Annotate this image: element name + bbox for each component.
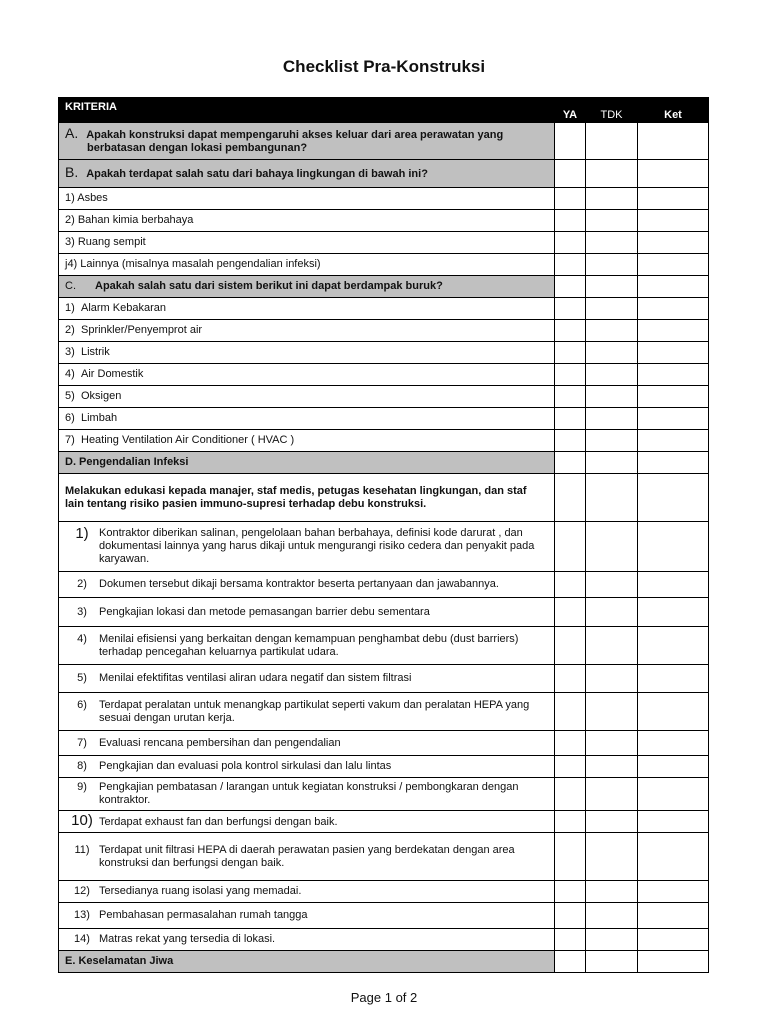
cell-ket[interactable] bbox=[638, 452, 709, 474]
cell-ya[interactable] bbox=[555, 522, 586, 572]
cell-ket[interactable] bbox=[638, 298, 709, 320]
item-c6-num: 6) bbox=[65, 412, 75, 424]
cell-ya[interactable] bbox=[555, 386, 586, 408]
cell-ya[interactable] bbox=[555, 298, 586, 320]
cell-tdk[interactable] bbox=[586, 364, 638, 386]
item-d8-text: Pengkajian dan evaluasi pola kontrol sirkulasi dan lalu lintas bbox=[99, 760, 392, 772]
item-d1-num: 1) bbox=[75, 525, 89, 542]
cell-tdk[interactable] bbox=[586, 254, 638, 276]
item-b3: 3) Ruang sempit bbox=[59, 232, 555, 254]
cell-tdk[interactable] bbox=[586, 210, 638, 232]
cell-tdk[interactable] bbox=[586, 522, 638, 572]
cell-ket[interactable] bbox=[638, 474, 709, 522]
item-b2: 2) Bahan kimia berbahaya bbox=[59, 210, 555, 232]
item-d7-num: 7) bbox=[77, 736, 87, 749]
item-d8-num: 8) bbox=[77, 760, 87, 772]
table-row bbox=[59, 903, 709, 929]
checklist-table bbox=[58, 97, 709, 973]
cell-ya[interactable] bbox=[555, 627, 586, 665]
table-row bbox=[59, 522, 709, 572]
cell-ket[interactable] bbox=[638, 342, 709, 364]
cell-ya[interactable] bbox=[555, 276, 586, 298]
cell-ket[interactable] bbox=[638, 951, 709, 973]
item-d10-num: 10) bbox=[71, 812, 93, 829]
cell-ket[interactable] bbox=[638, 232, 709, 254]
cell-ket[interactable] bbox=[638, 929, 709, 951]
cell-ya[interactable] bbox=[555, 188, 586, 210]
table-row bbox=[59, 811, 709, 833]
item-d14-num: 14) bbox=[74, 933, 90, 945]
item-d3-num: 3) bbox=[77, 605, 87, 618]
cell-tdk[interactable] bbox=[586, 320, 638, 342]
item-d12-num: 12) bbox=[74, 885, 90, 897]
table-row bbox=[59, 833, 709, 881]
cell-tdk[interactable] bbox=[586, 430, 638, 452]
header-tdk: TDK bbox=[586, 98, 638, 123]
section-e-title: E. Keselamatan Jiwa bbox=[59, 951, 555, 973]
section-c-letter: C. bbox=[65, 280, 76, 292]
cell-tdk[interactable] bbox=[586, 232, 638, 254]
item-d1-text: Kontraktor diberikan salinan, pengelolaan bahan berbahaya, definisi kode darurat , dan dokumentasi lainnya yang harus dikaji untuk mengurangi risiko cedera dan penyakit pada karyawan. bbox=[99, 527, 535, 565]
cell-ket[interactable] bbox=[638, 408, 709, 430]
cell-tdk[interactable] bbox=[586, 833, 638, 881]
cell-tdk[interactable] bbox=[586, 881, 638, 903]
cell-ya[interactable] bbox=[555, 430, 586, 452]
cell-ya[interactable] bbox=[555, 160, 586, 188]
item-c3-num: 3) bbox=[65, 346, 75, 358]
item-c4-text: Air Domestik bbox=[81, 368, 144, 380]
cell-ya[interactable] bbox=[555, 903, 586, 929]
item-d7-text: Evaluasi rencana pembersihan dan pengendalian bbox=[99, 736, 341, 749]
header-ya: YA bbox=[555, 98, 586, 123]
cell-ya[interactable] bbox=[555, 778, 586, 811]
cell-ya[interactable] bbox=[555, 474, 586, 522]
cell-ya[interactable] bbox=[555, 665, 586, 693]
table-row bbox=[59, 756, 709, 778]
cell-ya[interactable] bbox=[555, 598, 586, 627]
cell-ket[interactable] bbox=[638, 386, 709, 408]
section-d-intro: Melakukan edukasi kepada manajer, staf medis, petugas kesehatan lingkungan, dan staf lain tentang risiko pasien immuno-supresi terhadap debu konstruksi. bbox=[59, 474, 555, 522]
table-row bbox=[59, 254, 709, 276]
cell-ket[interactable] bbox=[638, 833, 709, 881]
item-d6-num: 6) bbox=[77, 698, 87, 711]
table-row bbox=[59, 188, 709, 210]
table-header bbox=[59, 98, 709, 123]
cell-tdk[interactable] bbox=[586, 951, 638, 973]
item-d3-text: Pengkajian lokasi dan metode pemasangan barrier debu sementara bbox=[99, 605, 430, 618]
table-row bbox=[59, 665, 709, 693]
cell-tdk[interactable] bbox=[586, 386, 638, 408]
cell-tdk[interactable] bbox=[586, 731, 638, 756]
table-row bbox=[59, 342, 709, 364]
table-row bbox=[59, 627, 709, 665]
cell-ket[interactable] bbox=[638, 254, 709, 276]
item-b4: j4) Lainnya (misalnya masalah pengendalian infeksi) bbox=[59, 254, 555, 276]
cell-ket[interactable] bbox=[638, 731, 709, 756]
item-c7-text: Heating Ventilation Air Conditioner ( HVAC ) bbox=[81, 434, 295, 446]
cell-ket[interactable] bbox=[638, 778, 709, 811]
item-d10-text: Terdapat exhaust fan dan berfungsi dengan baik. bbox=[99, 816, 338, 828]
cell-tdk[interactable] bbox=[586, 572, 638, 598]
cell-ya[interactable] bbox=[555, 364, 586, 386]
item-c3-text: Listrik bbox=[81, 346, 110, 358]
section-a-letter: A. bbox=[65, 125, 79, 141]
section-d-row bbox=[59, 452, 709, 474]
cell-ya[interactable] bbox=[555, 408, 586, 430]
item-c1-num: 1) bbox=[65, 302, 75, 314]
cell-tdk[interactable] bbox=[586, 452, 638, 474]
item-d12-text: Tersedianya ruang isolasi yang memadai. bbox=[99, 885, 302, 897]
cell-ya[interactable] bbox=[555, 342, 586, 364]
cell-ket[interactable] bbox=[638, 160, 709, 188]
cell-tdk[interactable] bbox=[586, 188, 638, 210]
page-number: Page 1 of 2 bbox=[350, 990, 418, 1005]
cell-tdk[interactable] bbox=[586, 123, 638, 160]
cell-ya[interactable] bbox=[555, 452, 586, 474]
header-kriteria: KRITERIA bbox=[59, 98, 555, 123]
cell-ya[interactable] bbox=[555, 254, 586, 276]
section-c-text: Apakah salah satu dari sistem berikut ini dapat berdampak buruk? bbox=[95, 280, 443, 292]
table-row bbox=[59, 430, 709, 452]
item-c1-text: Alarm Kebakaran bbox=[81, 302, 166, 314]
cell-ya[interactable] bbox=[555, 833, 586, 881]
cell-tdk[interactable] bbox=[586, 598, 638, 627]
cell-ket[interactable] bbox=[638, 522, 709, 572]
table-row bbox=[59, 210, 709, 232]
item-d4-num: 4) bbox=[77, 632, 87, 645]
cell-ket[interactable] bbox=[638, 364, 709, 386]
table-row bbox=[59, 598, 709, 627]
cell-ket[interactable] bbox=[638, 881, 709, 903]
table-row bbox=[59, 474, 709, 522]
cell-ket[interactable] bbox=[638, 665, 709, 693]
table-row bbox=[59, 364, 709, 386]
item-d13-text: Pembahasan permasalahan rumah tangga bbox=[99, 909, 308, 921]
cell-ket[interactable] bbox=[638, 430, 709, 452]
cell-ket[interactable] bbox=[638, 693, 709, 731]
item-d11-num: 11) bbox=[74, 843, 90, 856]
table-row bbox=[59, 298, 709, 320]
cell-ya[interactable] bbox=[555, 881, 586, 903]
cell-ya[interactable] bbox=[555, 951, 586, 973]
cell-tdk[interactable] bbox=[586, 627, 638, 665]
cell-tdk[interactable] bbox=[586, 693, 638, 731]
cell-ya[interactable] bbox=[555, 123, 586, 160]
cell-tdk[interactable] bbox=[586, 408, 638, 430]
item-d5-num: 5) bbox=[77, 672, 87, 684]
header-ket: Ket bbox=[638, 98, 709, 123]
cell-ya[interactable] bbox=[555, 210, 586, 232]
item-d5-text: Menilai efektifitas ventilasi aliran udara negatif dan sistem filtrasi bbox=[99, 672, 412, 684]
cell-ket[interactable] bbox=[638, 123, 709, 160]
cell-ya[interactable] bbox=[555, 811, 586, 833]
item-d4-text: Menilai efisiensi yang berkaitan dengan kemampuan penghambat debu (dust barriers) terhadap pencegahan keluarnya partikulat udara. bbox=[99, 632, 519, 658]
table-row bbox=[59, 881, 709, 903]
cell-ya[interactable] bbox=[555, 572, 586, 598]
section-a-text1: Apakah konstruksi dapat mempengaruhi akses keluar dari area perawatan yang bbox=[86, 129, 504, 141]
item-c2-text: Sprinkler/Penyemprot air bbox=[81, 324, 203, 336]
cell-ket[interactable] bbox=[638, 598, 709, 627]
cell-ket[interactable] bbox=[638, 276, 709, 298]
cell-ya[interactable] bbox=[555, 232, 586, 254]
cell-tdk[interactable] bbox=[586, 474, 638, 522]
cell-ya[interactable] bbox=[555, 320, 586, 342]
item-c7-num: 7) bbox=[65, 434, 75, 446]
item-c2-num: 2) bbox=[65, 324, 75, 336]
section-a-text2: berbatasan dengan lokasi pembangunan? bbox=[87, 142, 308, 154]
item-d6-text: Terdapat peralatan untuk menangkap partikulat seperti vakum dan peralatan HEPA yang sesuai dengan urutan kerja. bbox=[99, 698, 530, 724]
item-d11-text: Terdapat unit filtrasi HEPA di daerah perawatan pasien yang berdekatan dengan area konstruksi dan berfungsi dengan baik. bbox=[99, 843, 515, 869]
cell-tdk[interactable] bbox=[586, 160, 638, 188]
section-b-letter: B. bbox=[65, 164, 79, 180]
table-row bbox=[59, 232, 709, 254]
section-b-text: Apakah terdapat salah satu dari bahaya lingkungan di bawah ini? bbox=[86, 168, 428, 180]
cell-ket[interactable] bbox=[638, 627, 709, 665]
table-row bbox=[59, 572, 709, 598]
cell-tdk[interactable] bbox=[586, 298, 638, 320]
section-a-row bbox=[59, 123, 709, 160]
cell-ket[interactable] bbox=[638, 903, 709, 929]
item-c5-num: 5) bbox=[65, 390, 75, 402]
item-d13-num: 13) bbox=[74, 909, 90, 921]
item-c5-text: Oksigen bbox=[81, 390, 122, 402]
section-d-title: D. Pengendalian Infeksi bbox=[59, 452, 555, 474]
cell-tdk[interactable] bbox=[586, 778, 638, 811]
cell-ya[interactable] bbox=[555, 929, 586, 951]
cell-ket[interactable] bbox=[638, 811, 709, 833]
cell-ket[interactable] bbox=[638, 320, 709, 342]
item-b1: 1) Asbes bbox=[59, 188, 555, 210]
table-row bbox=[59, 778, 709, 811]
section-e-row bbox=[59, 951, 709, 973]
cell-tdk[interactable] bbox=[586, 929, 638, 951]
section-b-row bbox=[59, 160, 709, 188]
table-row bbox=[59, 386, 709, 408]
page-title: Checklist Pra-Konstruksi bbox=[282, 57, 486, 76]
cell-tdk[interactable] bbox=[586, 756, 638, 778]
table-row bbox=[59, 408, 709, 430]
cell-ket[interactable] bbox=[638, 188, 709, 210]
cell-tdk[interactable] bbox=[586, 811, 638, 833]
item-d2-num: 2) bbox=[77, 578, 87, 590]
cell-ya[interactable] bbox=[555, 693, 586, 731]
cell-tdk[interactable] bbox=[586, 276, 638, 298]
item-d9-num: 9) bbox=[77, 781, 87, 793]
item-d14-text: Matras rekat yang tersedia di lokasi. bbox=[99, 933, 276, 945]
table-row bbox=[59, 731, 709, 756]
cell-ya[interactable] bbox=[555, 756, 586, 778]
cell-ya[interactable] bbox=[555, 731, 586, 756]
table-row bbox=[59, 320, 709, 342]
table-row bbox=[59, 693, 709, 731]
cell-ket[interactable] bbox=[638, 210, 709, 232]
item-c4-num: 4) bbox=[65, 368, 75, 380]
cell-tdk[interactable] bbox=[586, 903, 638, 929]
cell-tdk[interactable] bbox=[586, 665, 638, 693]
cell-tdk[interactable] bbox=[586, 342, 638, 364]
cell-ket[interactable] bbox=[638, 572, 709, 598]
section-c-row bbox=[59, 276, 709, 298]
item-c6-text: Limbah bbox=[81, 412, 118, 424]
item-d2-text: Dokumen tersebut dikaji bersama kontraktor beserta pertanyaan dan jawabannya. bbox=[99, 578, 499, 590]
item-d9-text: Pengkajian pembatasan / larangan untuk kegiatan konstruksi / pembongkaran dengan kontraktor. bbox=[99, 781, 519, 806]
table-row bbox=[59, 929, 709, 951]
cell-ket[interactable] bbox=[638, 756, 709, 778]
